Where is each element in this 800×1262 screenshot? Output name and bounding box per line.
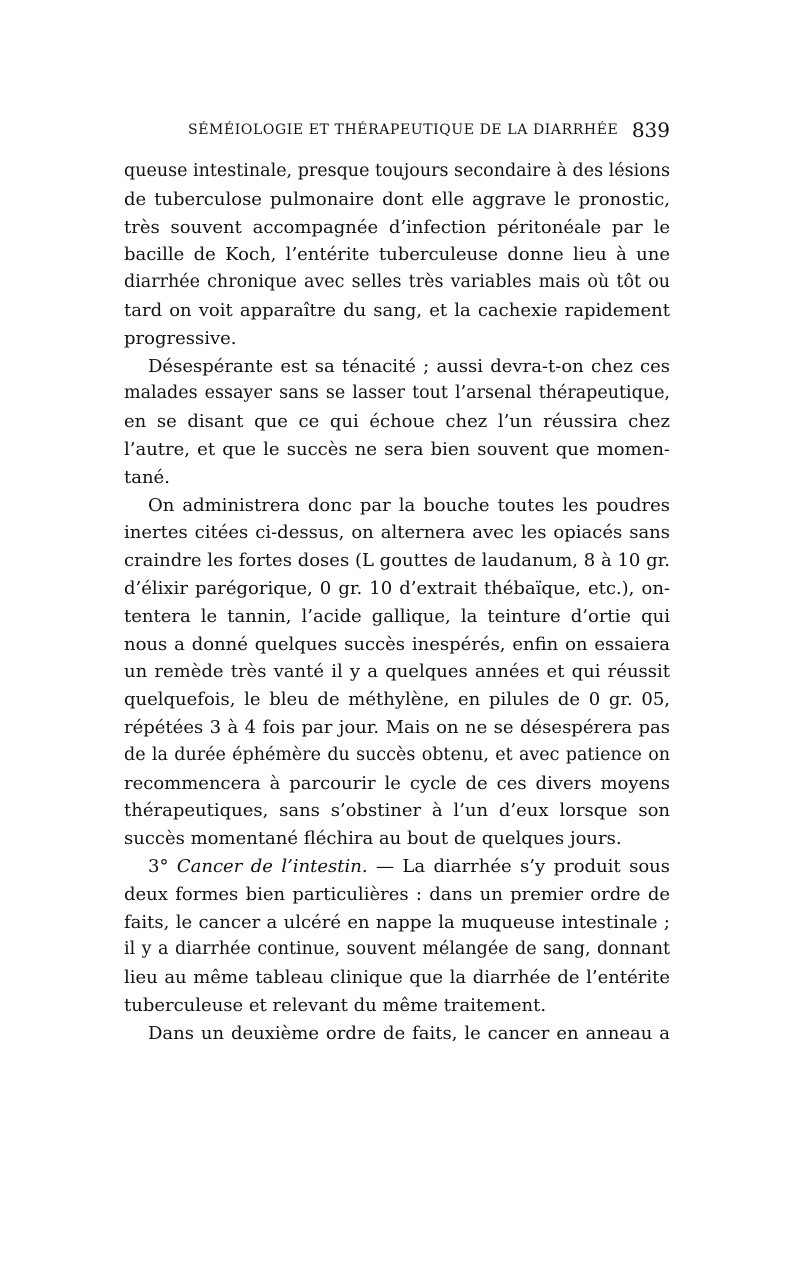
text-line: de tuberculose pulmonaire dont elle aggrave le pronostic, bbox=[124, 188, 670, 210]
text-line: succès momentané fléchira au bout de quelques jours. bbox=[124, 828, 622, 850]
page-number: 839 bbox=[631, 118, 670, 142]
text-line: faits, le cancer a ulcéré en nappe la muqueuse intestinale ; bbox=[124, 911, 670, 933]
text-line: il y a diarrhée continue, souvent mélangée de sang, donnant bbox=[124, 939, 670, 960]
text-line: lieu au même tableau clinique que la diarrhée de l’entérite bbox=[124, 967, 670, 989]
text-line: Dans un deuxième ordre de faits, le cancer en anneau a bbox=[148, 1022, 670, 1044]
text-line: Désespérante est sa ténacité ; aussi devra-t-on chez ces bbox=[148, 355, 670, 377]
running-head bbox=[124, 118, 670, 146]
body-text bbox=[124, 158, 670, 1048]
text-line: progressive. bbox=[124, 327, 237, 349]
text-line: recommencera à parcourir le cycle de ces divers moyens bbox=[124, 772, 670, 794]
text-line: tard on voit apparaître du sang, et la cachexie rapidement bbox=[124, 299, 670, 321]
text-line: diarrhée chronique avec selles très variables mais où tôt ou bbox=[124, 272, 670, 293]
text-line: thérapeutiques, sans s’obstiner à l’un d’eux lorsque son bbox=[124, 800, 670, 822]
text-line: nous a donné quelques succès inespérés, enfin on essaiera bbox=[124, 633, 670, 655]
section-number: 3° bbox=[148, 855, 169, 877]
text-line: tané. bbox=[124, 466, 170, 488]
text-line: tuberculeuse et relevant du même traitement. bbox=[124, 994, 547, 1016]
section-title: Cancer de l’intestin. bbox=[176, 855, 368, 877]
text-line: tentera le tannin, l’acide gallique, la teinture d’ortie qui bbox=[124, 605, 670, 627]
text-line: inertes citées ci-dessus, on alternera avec les opiacés sans bbox=[124, 522, 670, 544]
text-line: craindre les fortes doses (L gouttes de laudanum, 8 à 10 gr. bbox=[124, 550, 670, 572]
running-title: SÉMÉIOLOGIE ET THÉRAPEUTIQUE DE LA DIARRHÉE bbox=[188, 122, 619, 138]
text-line: de la durée éphémère du succès obtenu, et avec patience on bbox=[124, 744, 670, 765]
text-line: deux formes bien particulières : dans un premier ordre de bbox=[124, 883, 670, 905]
text-line: en se disant que ce qui échoue chez l’un réussira chez bbox=[124, 411, 670, 433]
text-line: bacille de Koch, l’entérite tuberculeuse donne lieu à une bbox=[124, 244, 670, 266]
text-line: très souvent accompagnée d’infection péritonéale par le bbox=[124, 216, 670, 238]
text-line: quelquefois, le bleu de méthylène, en pilules de 0 gr. 05, bbox=[124, 689, 670, 711]
section-heading-line bbox=[124, 853, 670, 881]
text-line: malades essayer sans se lasser tout l’arsenal thérapeutique, bbox=[124, 383, 670, 404]
section-heading-text: — La diarrhée s’y produit sous bbox=[376, 855, 670, 877]
text-line: queuse intestinale, presque toujours secondaire à des lésions bbox=[124, 161, 670, 181]
text-line: On administrera donc par la bouche toutes les poudres bbox=[148, 494, 670, 516]
text-line: l’autre, et que le succès ne sera bien souvent que momen- bbox=[124, 438, 670, 460]
text-line: d’élixir parégorique, 0 gr. 10 d’extrait thébaïque, etc.), on- bbox=[124, 577, 670, 599]
text-line: un remède très vanté il y a quelques années et qui réussit bbox=[124, 661, 670, 683]
text-line: répétées 3 à 4 fois par jour. Mais on ne se désespérera pas bbox=[124, 716, 670, 738]
